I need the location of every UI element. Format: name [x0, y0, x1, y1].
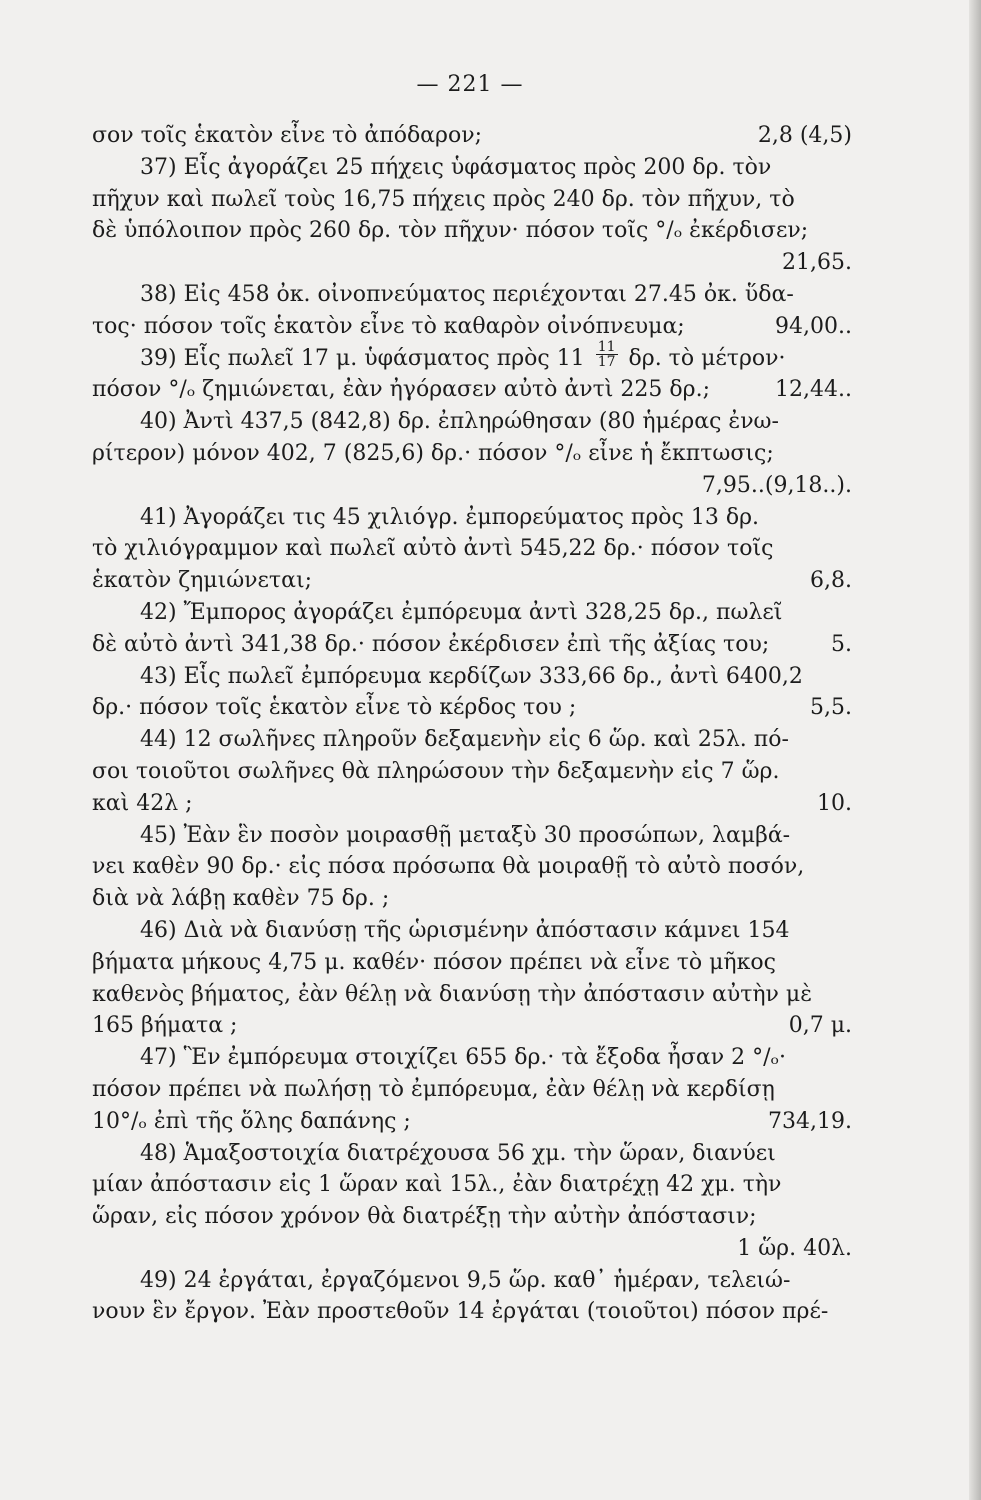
- answer-text: 5.: [831, 631, 852, 657]
- answer-text: 10.: [817, 790, 852, 816]
- answer-text: 0,7 μ.: [788, 1013, 852, 1039]
- text-line: [92, 120, 852, 152]
- text-line: [92, 851, 852, 883]
- text-line: [92, 597, 852, 629]
- text-line: [92, 279, 852, 311]
- text-line: [92, 1042, 852, 1074]
- text-line: [92, 692, 852, 724]
- line-text: 40) Ἀντὶ 437,5 (842,8) δρ. ἐπληρώθησαν (80 ἡμέρας ἐνω-: [140, 409, 779, 435]
- text-line: [92, 915, 852, 947]
- answer-text: 7,95..(9,18..).: [701, 472, 852, 498]
- text-line: [92, 565, 852, 597]
- text-line: [92, 1010, 852, 1042]
- line-text: καὶ 42λ ;: [92, 790, 193, 816]
- page-number: — 221 —: [416, 72, 524, 97]
- line-text: καθενὸς βήματος, ἐὰν θέλῃ νὰ διανύσῃ τὴν ἀπόστασιν αὐτὴν μὲ: [92, 981, 813, 1007]
- text-line: [92, 184, 852, 216]
- line-text: 37) Εἷς ἀγοράζει 25 πήχεις ὑφάσματος πρὸς 200 δρ. τὸν: [140, 154, 772, 180]
- answer-text: 94,00..: [775, 313, 852, 339]
- line-text: ἑκατὸν ζημιώνεται;: [92, 568, 312, 594]
- line-text: διὰ νὰ λάβῃ καθὲν 75 δρ. ;: [92, 886, 390, 912]
- text-line: [92, 1296, 852, 1328]
- line-text: ρίτερον) μόνον 402, 7 (825,6) δρ.· πόσον °/ₒ εἶνε ἡ ἔκπτωσις;: [92, 440, 774, 466]
- answer-text: 6,8.: [810, 568, 852, 594]
- fraction-numerator: 11: [597, 339, 616, 356]
- text-line: [92, 406, 852, 438]
- line-text: 45) Ἐὰν ἓν ποσὸν μοιρασθῇ μεταξὺ 30 προσώπων, λαμβά-: [140, 822, 791, 848]
- text-line: [92, 470, 852, 502]
- line-text: δὲ ὑπόλοιπον πρὸς 260 δρ. τὸν πῆχυν· πόσον τοῖς °/ₒ ἐκέρδισεν;: [92, 218, 809, 244]
- problem-39-question: πόσον °/ₒ ζημιώνεται, ἐὰν ἠγόρασεν αὐτὸ ἀντὶ 225 δρ.;: [92, 377, 710, 403]
- text-line: [92, 502, 852, 534]
- line-text: δρ.· πόσον τοῖς ἑκατὸν εἶνε τὸ κέρδος του ;: [92, 695, 577, 721]
- text-line: [92, 820, 852, 852]
- text-line: [92, 661, 852, 693]
- line-text: 44) 12 σωλῆνες πληροῦν δεξαμενὴν εἰς 6 ὥρ. καὶ 25λ. πό-: [140, 727, 789, 753]
- text-line: [92, 979, 852, 1011]
- text-line: [92, 152, 852, 184]
- line-text: μίαν ἀπόστασιν εἰς 1 ὥραν καὶ 15λ., ἐὰν διατρέχῃ 42 χμ. τὴν: [92, 1172, 782, 1198]
- answer-text: 1 ὥρ. 40λ.: [737, 1235, 852, 1261]
- text-line: [92, 1265, 852, 1297]
- text-line: [92, 533, 852, 565]
- text-line: [92, 947, 852, 979]
- fraction: [596, 340, 618, 369]
- line-text: νουν ἓν ἔργον. Ἐὰν προστεθοῦν 14 ἐργάται (τοιοῦτοι) πόσον πρέ-: [92, 1299, 829, 1325]
- text-line: [92, 1169, 852, 1201]
- line-text: 47) Ἓν ἐμπόρευμα στοιχίζει 655 δρ.· τὰ ἔξοδα ἦσαν 2 °/ₒ·: [140, 1045, 786, 1071]
- text-line: [92, 756, 852, 788]
- line-text: 38) Εἰς 458 ὀκ. οἰνοπνεύματος περιέχονται 27.45 ὀκ. ὕδα-: [140, 281, 794, 307]
- line-text: 43) Εἷς πωλεῖ ἐμπόρευμα κερδίζων 333,66 δρ., ἀντὶ 6400,2: [140, 663, 803, 689]
- text-line: [92, 629, 852, 661]
- problem-39-answer: 12,44..: [775, 377, 852, 403]
- line-text: 46) Διὰ νὰ διανύσῃ τῆς ὡρισμένην ἀπόστασιν κάμνει 154: [140, 917, 790, 943]
- line-text: πῆχυν καὶ πωλεῖ τοὺς 16,75 πήχεις πρὸς 240 δρ. τὸν πῆχυν, τὸ: [92, 186, 795, 212]
- line-text: πόσον πρέπει νὰ πωλήσῃ τὸ ἐμπόρευμα, ἐὰν θέλῃ νὰ κερδίσῃ: [92, 1076, 775, 1102]
- line-text: 10°/ₒ ἐπὶ τῆς ὅλης δαπάνης ;: [92, 1108, 411, 1134]
- text-line: [92, 883, 852, 915]
- line-text: 49) 24 ἐργάται, ἐργαζόμενοι 9,5 ὥρ. καθ᾽ ἡμέραν, τελειώ-: [140, 1267, 791, 1293]
- problem-39-line-2: [92, 374, 852, 406]
- line-text: δὲ αὐτὸ ἀντὶ 341,38 δρ.· πόσον ἐκέρδισεν ἐπὶ τῆς ἀξίας του;: [92, 631, 770, 657]
- text-line: [92, 1074, 852, 1106]
- problem-39-text: [140, 339, 786, 375]
- line-text: τὸ χιλιόγραμμον καὶ πωλεῖ αὐτὸ ἀντὶ 545,22 δρ.· πόσον τοῖς: [92, 536, 774, 562]
- problems-block-b: [92, 406, 852, 1328]
- text-line: [92, 247, 852, 279]
- line-text: 42) Ἔμπορος ἀγοράζει ἐμπόρευμα ἀντὶ 328,25 δρ., πωλεῖ: [140, 599, 783, 625]
- line-text: 48) Ἁμαξοστοιχία διατρέχουσα 56 χμ. τὴν ὥραν, διανύει: [140, 1140, 776, 1166]
- text-line: [92, 215, 852, 247]
- line-text: σοι τοιοῦτοι σωλῆνες θὰ πληρώσουν τὴν δεξαμενὴν εἰς 7 ὥρ.: [92, 758, 780, 784]
- line-text: ὥραν, εἰς πόσον χρόνον θὰ διατρέξῃ τὴν αὐτὴν ἀπόστασιν;: [92, 1204, 757, 1230]
- problem-39-text-before: 39) Εἷς πωλεῖ 17 μ. ὑφάσματος πρὸς 11: [140, 345, 585, 371]
- text-line: [92, 1201, 852, 1233]
- answer-text: 734,19.: [768, 1108, 852, 1134]
- text-line: [92, 788, 852, 820]
- answer-text: 2,8 (4,5): [757, 123, 852, 148]
- answer-text: 21,65.: [782, 250, 852, 276]
- text-line: [92, 438, 852, 470]
- problem-39-text-after: δρ. τὸ μέτρον·: [628, 345, 786, 371]
- line-text: 41) Ἀγοράζει τις 45 χιλιόγρ. ἐμπορεύματος πρὸς 13 δρ.: [140, 504, 760, 530]
- text-line: [92, 724, 852, 756]
- page-body: [92, 120, 852, 1328]
- text-line: [92, 1106, 852, 1138]
- fraction-denominator: 17: [597, 354, 616, 371]
- line-text: 165 βήματα ;: [92, 1013, 238, 1039]
- line-text: σον τοῖς ἑκατὸν εἶνε τὸ ἀπόδαρον;: [92, 123, 483, 148]
- line-text: βήματα μήκους 4,75 μ. καθέν· πόσον πρέπει νὰ εἶνε τὸ μῆκος: [92, 949, 776, 975]
- line-text: τος· πόσον τοῖς ἑκατὸν εἶνε τὸ καθαρὸν οἰνόπνευμα;: [92, 313, 685, 339]
- text-line: [92, 311, 852, 343]
- text-line: [92, 1138, 852, 1170]
- text-line: [92, 1233, 852, 1265]
- problem-39-line-1: [92, 339, 852, 375]
- problems-block-a: [92, 120, 852, 343]
- answer-text: 5,5.: [810, 695, 852, 721]
- line-text: νει καθὲν 90 δρ.· εἰς πόσα πρόσωπα θὰ μοιραθῇ τὸ αὐτὸ ποσόν,: [92, 854, 805, 880]
